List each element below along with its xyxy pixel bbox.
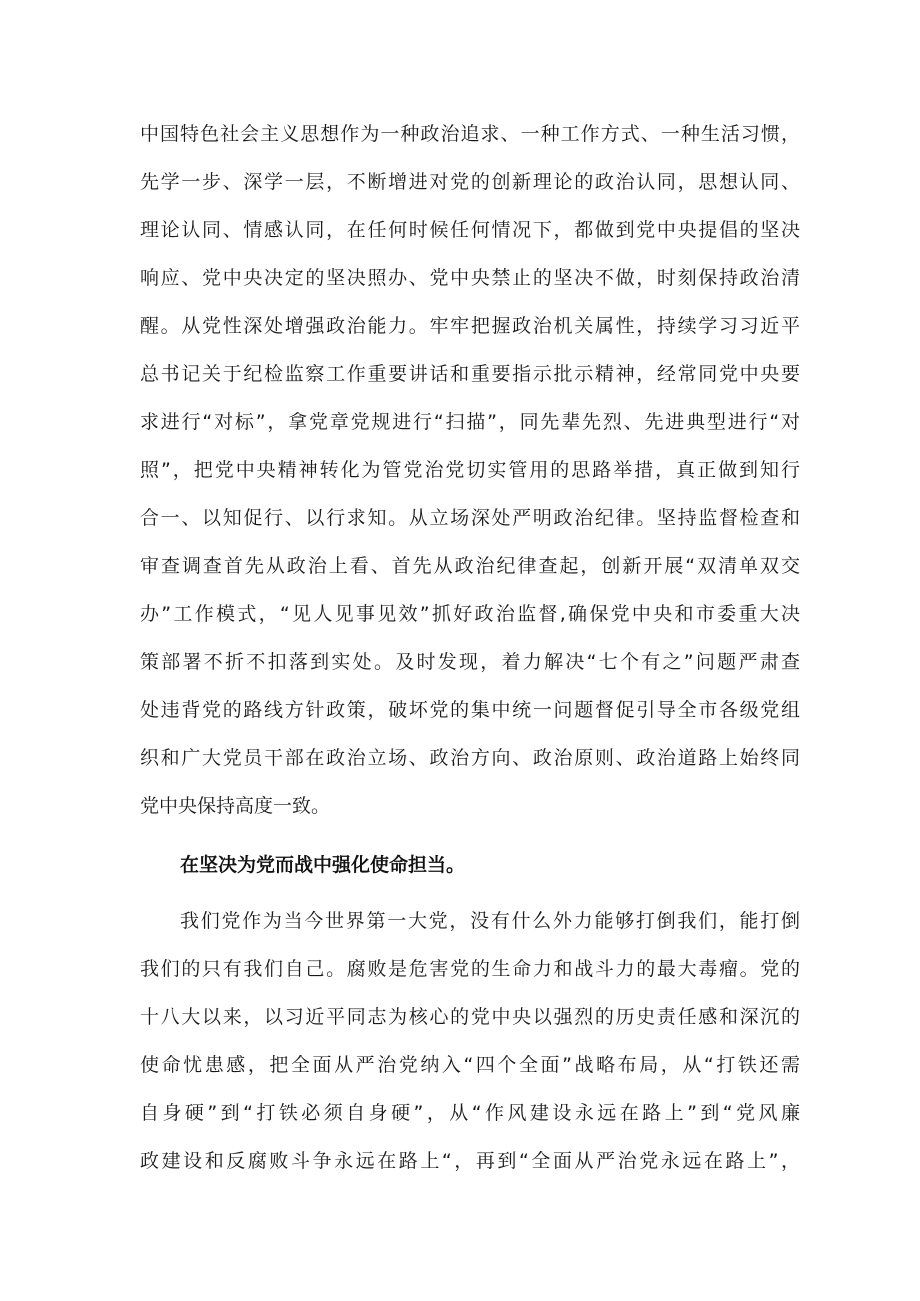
paragraph-1-line: 中国特色社会主义思想作为一种政治追求、一种工作方式、一种生活习惯， — [140, 123, 800, 145]
paragraph-1-line: 求进行“对标”，拿党章党规进行“扫描”，同先辈先烈、先进典型进行“对 — [140, 411, 800, 433]
paragraph-1-line: 策部署不折不扣落到实处。及时发现，着力解决“七个有之”问题严肃查 — [140, 651, 800, 673]
paragraph-1-line: 理论认同、情感认同，在任何时候任何情况下，都做到党中央提倡的坚决 — [140, 219, 800, 241]
paragraph-1-line: 处违背党的路线方针政策，破坏党的集中统一问题督促引导全市各级党组 — [140, 699, 800, 721]
paragraph-1-line: 照”，把党中央精神转化为管党治党切实管用的思路举措，真正做到知行 — [140, 459, 800, 481]
paragraph-2-line: 使命忧患感，把全面从严治党纳入“四个全面”战略布局，从“打铁还需 — [140, 1054, 800, 1076]
paragraph-1-line: 响应、党中央决定的坚决照办、党中央禁止的坚决不做，时刻保持政治清 — [140, 267, 800, 289]
paragraph-2-line: 我们党作为当今世界第一大党，没有什么外力能够打倒我们，能打倒 — [180, 910, 800, 932]
paragraph-1-line: 办”工作模式，“见人见事见效”抓好政治监督,确保党中央和市委重大决 — [140, 603, 800, 625]
paragraph-2-line: 我们的只有我们自己。腐败是危害党的生命力和战斗力的最大毒瘤。党的 — [140, 958, 800, 980]
paragraph-1-line: 党中央保持高度一致。 — [140, 795, 331, 817]
paragraph-1-line: 织和广大党员干部在政治立场、政治方向、政治原则、政治道路上始终同 — [140, 747, 800, 769]
paragraph-2-line: 自身硬”到“打铁必须自身硬”，从“作风建设永远在路上”到“党风廉 — [140, 1102, 800, 1124]
paragraph-2-line: 十八大以来，以习近平同志为核心的党中央以强烈的历史责任感和深沉的 — [140, 1006, 800, 1028]
paragraph-2-line: 政建设和反腐败斗争永远在路上“，再到“全面从严治党永远在路上”， — [140, 1150, 800, 1172]
paragraph-1-line: 审查调查首先从政治上看、首先从政治纪律查起，创新开展“双清单双交 — [140, 555, 800, 577]
section-heading: 在坚决为党而战中强化使命担当。 — [180, 854, 466, 876]
paragraph-1-line: 醒。从党性深处增强政治能力。牢牢把握政治机关属性，持续学习习近平 — [140, 315, 800, 337]
paragraph-1-line: 合一、以知促行、以行求知。从立场深处严明政治纪律。坚持监督检查和 — [140, 507, 800, 529]
paragraph-1-line: 总书记关于纪检监察工作重要讲话和重要指示批示精神，经常同党中央要 — [140, 363, 800, 385]
paragraph-1-line: 先学一步、深学一层，不断增进对党的创新理论的政治认同，思想认同、 — [140, 171, 800, 193]
